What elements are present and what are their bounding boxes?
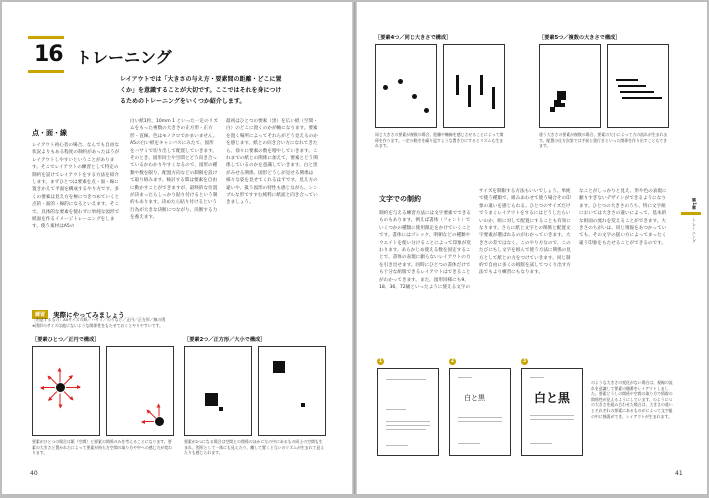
chapter-title: トレーニング: [76, 48, 172, 67]
sample-3-badge: 3: [522, 358, 527, 364]
lead-paragraph: レイアウトでは「大きさの与え方・要素間の距離・どこに置くか」を意識することが大切です。ここではそれを身につけるためのトレーニングをいくつか紹介します。: [120, 76, 282, 105]
fig3-note: 同じ大きさの要素が複数の場合、距離や軸線を感じさせることによって関係を作ります。一定の動きを繰り返すような置き方にするとリズムも生まれます。: [375, 132, 504, 149]
sample-3-title: 白と黒: [534, 391, 571, 405]
small-square-alt: [301, 403, 305, 407]
left-page: [2, 2, 352, 494]
fig1-paper-alt: [106, 346, 174, 436]
sample-2-line-b: [458, 417, 502, 418]
fig1-caption: ［要素ひとつ／正円で構成］: [32, 337, 100, 343]
chapter-header: [28, 36, 178, 74]
sample-1-line-b: [386, 409, 406, 410]
bar-2: [468, 85, 471, 107]
body-column-3: 最初はひとつの要素（黒）を広い紙（空間・白）のどこに置くのかが軸になります。要素を置く場所によってそれらがどう見えるのかを感じます。紙との向き合い方になれてきたら、徐々に要素の数を増やしていきます。これまでの紙との関係に加えて、要素とどう関係しているのかを意識していきます。白と黒がみせる関係、図形どうしが見せる関係は様々な姿を見せてくれるはずです。見え方の違いや、扱う図形の特性も感じながら、シンプルな形ですすむ純粋に紙面と向き合っていきましょう。: [226, 119, 318, 206]
arrow-down: [60, 394, 61, 408]
body-column-r2: サイズを制限する方法もいいでしょう。単純で使う種類で、組みあわせて使う場合その印象の違いを感じられる。ひとつのサイズだけでうまくレイアウトをするにはどうしたらいいのか、組に対して配置にすることも有効になります。さらに紙と文字との関係と配置文字要素が選ばれるのがわかっていきます。大きさの差ではなく、このやり方なので、このたびにもし文字を組んで使う方法に関係の見方として紙との力をつけていきます。同じ制約で自由に多くの組版を試してつくり出す方法でもより練習にもなります。: [479, 189, 571, 276]
body-column-r1: 制約を与える練習方法には文字要素でできるものもあります。例えば書体（フォント）でいくつかの種類に使用限定をかけていくことです。書体にはゴシック、明朝などの種類やウエイトを使い分けることによって印象が変わります。あらかじめ使える数を固定することで、書体の表現に頼らないレイアウトの力を引き出せます。同時にひとつの書体だけでも十分な組版できるレイアウトはできることがわかってきます。また、図形同様にも9、18、36、72級といったように使える文字の: [379, 211, 471, 291]
sample-1-line-a: [386, 379, 426, 380]
page-number-left: 40: [30, 470, 38, 477]
hbar-1: [616, 79, 638, 81]
arrow-up-left: [48, 376, 57, 385]
sample-3-line-c: [530, 419, 574, 420]
hbar-3: [620, 91, 654, 93]
large-square-alt: [273, 361, 285, 373]
fig4-paper: [539, 44, 601, 128]
section-heading: 点・面・線: [32, 129, 67, 137]
small-square: [219, 407, 223, 411]
arrow-right: [66, 387, 80, 388]
arrow-down-right: [64, 391, 73, 400]
fig2-paper-alt: [258, 346, 326, 436]
fig4-paper-alt: [607, 44, 669, 128]
bar-1: [456, 75, 459, 95]
sidebar-title: トレーニング: [692, 218, 697, 244]
stack-square-4: [561, 103, 565, 107]
exercise-title: 実際にやってみましょう: [53, 311, 125, 319]
sample-3-line-b: [530, 415, 574, 416]
sidebar-accent: [681, 212, 701, 215]
fig3-paper: [375, 44, 437, 128]
sample-3-line-a: [530, 377, 544, 378]
hbar-2: [618, 85, 646, 87]
exercise-badge: 練習: [32, 310, 48, 319]
arrow-corner-up: [159, 405, 160, 417]
dot-4: [424, 108, 429, 113]
arrow-up-right: [64, 376, 73, 385]
arrow-left: [41, 387, 55, 388]
fig1-note: 要素がひとつの場合は紙（空間）と要素の関係のみを考えることになります。要素の大きさと置かれたによって要素が持ち方空間の取り方や中への感じ方が変わります。: [32, 439, 173, 456]
chapter-number: 16: [34, 42, 63, 67]
stack-square-2: [554, 100, 561, 107]
fig3-caption: ［要素4つ／同じ大きさで構成］: [375, 35, 452, 41]
bar-3: [480, 75, 483, 95]
stack-square-3: [550, 107, 555, 112]
fig3-paper-alt: [443, 44, 505, 128]
accent-rule-top: [28, 36, 64, 39]
arrow-down-left: [48, 391, 57, 400]
dot-2: [398, 79, 403, 84]
fig4-note: 違う大きさの要素が複数の場合、要素の大小によって力の流れが生まれます。配置の仕方次第では手前と奥行きといった関係を作り出すこともできます。: [539, 132, 668, 149]
fig2-caption: ［要素2つ／正方形／大小で構成］: [184, 337, 266, 343]
sample-note: のような大きさの変化がない場合は、視線の流れを意識して要素の順番をレイアウトしました。要素どうしの関係や空間の取り方で情報の関係性が見えるようにしています。のようにつの大きさを組み合わせた場合は、大きさの違いとそれぞれの要素にあるものがによって文字組の中に強弱ができ、レイアウトが生まれます。: [591, 380, 673, 419]
hbar-4: [622, 97, 662, 99]
sample-3-paper: [521, 368, 583, 456]
arrow-corner-diag: [147, 410, 156, 419]
section-heading-right: 文字での制約: [379, 195, 421, 203]
exercise-note-1: ［用意するもの］A5サイズの紙／ハサミ／のりなど／正円／正方形／線の図: [32, 317, 166, 322]
sample-1-line-c: [386, 421, 430, 422]
sample-1-line-d: [386, 425, 430, 426]
sample-3-line-d: [530, 443, 552, 444]
sample-2-line-d: [458, 443, 480, 444]
dot-3: [412, 94, 417, 99]
sidebar-tab: [687, 198, 701, 243]
body-column-1: レイアウト初心者の場合、なんでも自由な状況よりもある程度の制約があったほうがレイアウトしやすいということがあります。そこでレイアウトの練習として特定の制約を設けてレイアウトをする方法を紹介します。まずひとつは要素を点・面・線に置きかえて平面を構成するやり方です。多くの要素は見え方を極につきつめていくと点的・面的・線的になるといえます。そこで、具体的な要素を使わずに単純な図形で紙面を作るイメージトレーニングをします。使う素材はA5の: [32, 143, 120, 230]
page-number-right: 41: [675, 470, 683, 477]
right-page: [357, 2, 707, 494]
arrow-up: [60, 369, 61, 383]
sample-1-badge: 1: [378, 358, 383, 364]
fig1-paper: [32, 346, 100, 436]
dot-1: [383, 85, 388, 90]
sample-1-paper: [377, 368, 439, 456]
sample-2-line-c: [458, 421, 502, 422]
body-column-r3: なことがしっかりと見え、形や色の表現に頼りすぎないデザインができるようになります。ひとつの大きさのうち、特に文字組においては大きさの違いによって、基本的な組面の流れを変えることができます。大きさのちがいは、同じ情報をあつかっていても、その文字の扱い方によってまったく違う印象をもたせることができるのです。: [579, 189, 667, 246]
bar-4: [492, 87, 495, 109]
sample-2-paper: [449, 368, 511, 456]
corner-dot: [155, 417, 164, 426]
body-column-2: 白い紙1枚、10mm 1 といった一定のリズムをもった複数の大きさの正方形・正方形・直線。色はモノクロでかまいません。A5の白い紙をキャンバスにみたて、図形をハサミで切り出して配置していきます。そのとき、図形同士や空間とどう向き合っているかわかりやすくなるので、図形の種類や数を限り、配置方向などの制限を設けて取り組みます。検討する間は要素を自由に動かすことができますが、最終的な位置が決まったらしっかり貼り付けるという制約もあります。決めたら貼り付けるという行為が大きな決断につながり、決断する力を養えます。: [130, 119, 218, 221]
arrow-corner-left: [142, 421, 154, 422]
sample-1-line-f: [386, 445, 408, 446]
accent-rule-bottom: [28, 70, 64, 73]
sample-1-line-e: [386, 429, 426, 430]
fig2-note: 要素が2つになる場合は空間との関係のほかに左の中にあるもの同士の空間も生まれ、図形として一体にも見えたり、離して置くと互いのリズムが生まれて見えたりも感じられます。: [184, 439, 325, 456]
sample-2-badge: 2: [450, 358, 455, 364]
fig2-paper: [184, 346, 252, 436]
stack-square-1: [557, 91, 566, 100]
sample-2-line-a: [458, 377, 472, 378]
exercise-note-2: ※図形のサイズは他にないような関係性をもたせておくとやりやすいです。: [32, 323, 164, 328]
exercise-heading: [32, 304, 125, 319]
large-square: [205, 393, 218, 406]
sample-2-title: 白と黒: [464, 394, 485, 402]
sidebar-chapter: 第1章: [692, 198, 697, 210]
fig4-caption: ［要素5つ／複数の大きさで構成］: [539, 35, 621, 41]
